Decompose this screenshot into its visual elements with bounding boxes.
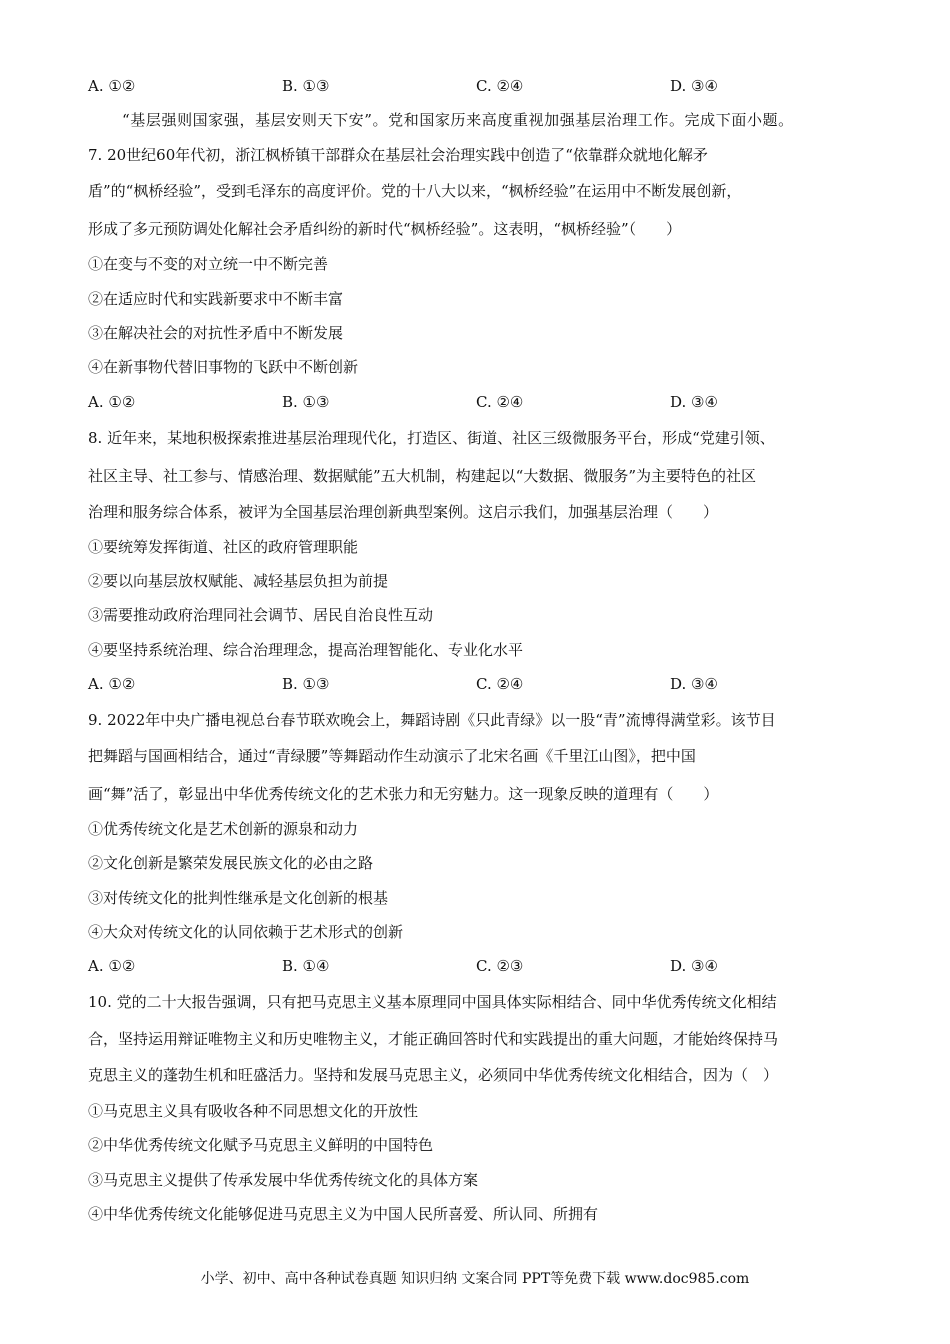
q8-option-d: D. ③④ (670, 675, 718, 693)
q6-options (88, 75, 868, 97)
q6-option-b: B. ①③ (282, 77, 330, 95)
section-intro: “基层强则国家强，基层安则天下安”。党和国家历来高度重视加强基层治理工作。完成下面小题。 (122, 111, 794, 129)
q10-stem-line-2: 合，坚持运用辩证唯物主义和历史唯物主义，才能正确回答时代和实践提出的重大问题，才能始终保持马 (88, 1030, 779, 1048)
q8-option-a: A. ①② (88, 675, 136, 693)
q7-options (88, 391, 868, 413)
q7-statement-2: ②在适应时代和实践新要求中不断丰富 (88, 290, 344, 308)
q8-statement-1: ①要统筹发挥街道、社区的政府管理职能 (88, 538, 359, 556)
q9-statement-1: ①优秀传统文化是艺术创新的源泉和动力 (88, 820, 359, 838)
q8-option-c: C. ②④ (476, 675, 524, 693)
q7-stem-line-2: 盾”的“枫桥经验”，受到毛泽东的高度评价。党的十八大以来，“枫桥经验”在运用中不断发展创新， (88, 182, 742, 200)
q7-stem-line-3: 形成了多元预防调处化解社会矛盾纠纷的新时代“枫桥经验”。这表明，“枫桥经验”（ ） (88, 220, 682, 238)
q10-statement-4: ④中华优秀传统文化能够促进马克思主义为中国人民所喜爱、所认同、所拥有 (88, 1205, 599, 1223)
q9-stem-line-2: 把舞蹈与国画相结合，通过“青绿腰”等舞蹈动作生动演示了北宋名画《千里江山图》，把中国 (88, 747, 696, 765)
q8-stem-line-1: 8. 近年来，某地积极探索推进基层治理现代化，打造区、街道、社区三级微服务平台，形成“党建引领、 (88, 429, 775, 447)
q10-stem-line-3: 克思主义的蓬勃生机和旺盛活力。坚持和发展马克思主义，必须同中华优秀传统文化相结合，因为（ ） (88, 1066, 779, 1084)
q8-statement-4: ④要坚持系统治理、综合治理理念，提高治理智能化、专业化水平 (88, 641, 524, 659)
q8-statement-3: ③需要推动政府治理同社会调节、居民自治良性互动 (88, 606, 434, 624)
q8-stem-line-2: 社区主导、社工参与、情感治理、数据赋能”五大机制，构建起以“大数据、微服务”为主要特色的社区 (88, 467, 757, 485)
q6-option-d: D. ③④ (670, 77, 718, 95)
q7-option-a: A. ①② (88, 393, 136, 411)
q9-stem-line-3: 画“舞”活了，彰显出中华优秀传统文化的艺术张力和无穷魅力。这一现象反映的道理有（ ） (88, 785, 719, 803)
q8-statement-2: ②要以向基层放权赋能、减轻基层负担为前提 (88, 572, 389, 590)
q9-option-a: A. ①② (88, 957, 136, 975)
q7-option-d: D. ③④ (670, 393, 718, 411)
q9-stem-line-1: 9. 2022年中央广播电视总台春节联欢晚会上，舞蹈诗剧《只此青绿》以一股“青”流博得满堂彩。该节目 (88, 711, 776, 729)
q7-option-b: B. ①③ (282, 393, 330, 411)
q9-statement-2: ②文化创新是繁荣发展民族文化的必由之路 (88, 854, 374, 872)
q10-statement-3: ③马克思主义提供了传承发展中华优秀传统文化的具体方案 (88, 1171, 479, 1189)
q7-stem-line-1: 7. 20世纪60年代初，浙江枫桥镇干部群众在基层社会治理实践中创造了“依靠群众就地化解矛 (88, 146, 708, 164)
q10-stem-line-1: 10. 党的二十大报告强调，只有把马克思主义基本原理同中国具体实际相结合、同中华优秀传统文化相结 (88, 993, 777, 1011)
q9-option-d: D. ③④ (670, 957, 718, 975)
page-footer: 小学、初中、高中各种试卷真题 知识归纳 文案合同 PPT等免费下载 www.doc985.com (200, 1271, 750, 1287)
q9-statement-4: ④大众对传统文化的认同依赖于艺术形式的创新 (88, 923, 404, 941)
q8-options (88, 673, 868, 695)
q9-option-c: C. ②③ (476, 957, 524, 975)
q9-statement-3: ③对传统文化的批判性继承是文化创新的根基 (88, 889, 389, 907)
q6-option-a: A. ①② (88, 77, 136, 95)
q7-statement-3: ③在解决社会的对抗性矛盾中不断发展 (88, 324, 344, 342)
q10-statement-2: ②中华优秀传统文化赋予马克思主义鲜明的中国特色 (88, 1136, 434, 1154)
q6-option-c: C. ②④ (476, 77, 524, 95)
q8-stem-line-3: 治理和服务综合体系，被评为全国基层治理创新典型案例。这启示我们，加强基层治理（ ） (88, 503, 719, 521)
q9-options (88, 955, 868, 977)
q9-option-b: B. ①④ (282, 957, 330, 975)
q10-statement-1: ①马克思主义具有吸收各种不同思想文化的开放性 (88, 1102, 419, 1120)
q7-option-c: C. ②④ (476, 393, 524, 411)
q7-statement-1: ①在变与不变的对立统一中不断完善 (88, 255, 329, 273)
q8-option-b: B. ①③ (282, 675, 330, 693)
q7-statement-4: ④在新事物代替旧事物的飞跃中不断创新 (88, 358, 359, 376)
